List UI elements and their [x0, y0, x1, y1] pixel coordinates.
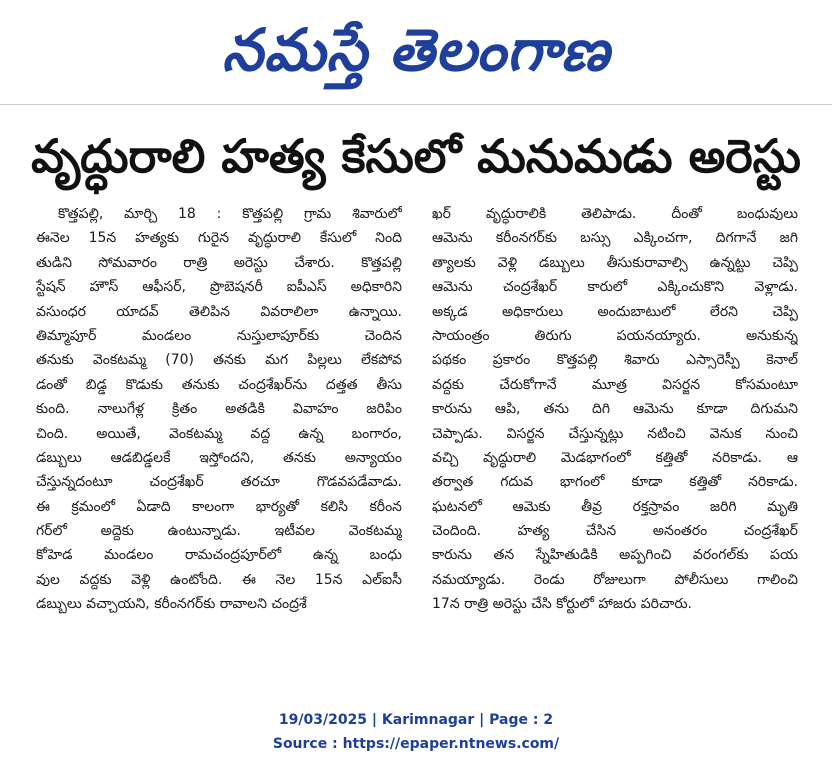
article-text-line: తనుకు వెంకటమ్మ (70) తనకు మగ పిల్లలు లేకపోవ [36, 352, 402, 369]
article-headline [0, 112, 832, 200]
article-text-line: ఆమెను చంద్రశేఖర్ కారులో ఎక్కించుకొని వెళ్లాడు. [432, 279, 798, 296]
article-text-line: తర్వాత గదువ భాగంలో కూడా కత్తితో నరికాడు. [432, 474, 798, 491]
masthead-divider [0, 104, 832, 105]
article-text-line: తిమ్మాపూర్ మండలం నుస్తులాపూర్‌కు చెందిన [36, 327, 402, 344]
article-text-line: కోహెడ మండలం రామచంద్రపూర్‌లో ఉన్న బంధు [36, 547, 402, 564]
article-text-line: ఈ క్రమంలో ఏడాది కాలంగా భార్యతో కలిసి కరీంన [36, 498, 402, 515]
article-text-line: తుడిని సోమవారం రాత్రి అరెస్టు చేశారు. కొత్తపల్లి [36, 254, 402, 271]
article-text-line: ఈనెల 15న హత్యకు గురైన వృద్ధురాలి కేసులో నింది [36, 230, 402, 247]
article-column-left [36, 202, 402, 617]
article-text-line: వసుంధర యాదవ్ తెలిపిన వివరాలిలా ఉన్నాయి. [36, 303, 402, 320]
article-text-line: స్టేషన్ హౌస్ ఆఫీసర్, ప్రొబెషనరీ ఐపీఎస్ అధికారిని [36, 279, 402, 296]
footer-source[interactable]: Source : https://epaper.ntnews.com/ [272, 736, 560, 752]
article-text-line: వద్దకు చేరుకోగానే మూత్ర విసర్జన కోసమంటూ [432, 376, 798, 393]
article-text-line: చెందింది. హత్య చేసిన అనంతరం చంద్రశేఖర్ [432, 523, 798, 540]
article-text-line: చింది. అయితే, వెంకటమ్మ వద్ద ఉన్న బంగారం, [36, 425, 402, 442]
article-text-line: ఘటనలో ఆమెకు తీవ్ర రక్తస్రావం జరిగి మృతి [432, 498, 798, 515]
article-text-line: కొత్తపల్లి, మార్చి 18 : కొత్తపల్లి గ్రామ శివారులో [58, 206, 402, 222]
headline-text: వృద్ధురాలి హత్య కేసులో మనుమడు అరెస్టు [31, 129, 801, 183]
article-text-line: అక్కడ అధికారులు అందుబాటులో లేరని చెప్పి [432, 303, 798, 320]
article-text-line: పథకం ప్రకారం కొత్తపల్లి శివారు ఎస్సారెస్పీ కెనాల్ [432, 352, 798, 369]
article-text-line: 17న రాత్రి అరెస్టు చేసి కోర్టులో హాజరు పరిచారు. [432, 596, 693, 613]
article-text-line: కారును తన స్నేహితుడికి అప్పగించి వరంగల్‌కు పయ [432, 547, 798, 564]
newspaper-logo: నమస్తే తెలంగాణ [222, 16, 610, 84]
article-text-line: త్యాలకు వెళ్లి డబ్బులు తీసుకురావాల్సి ఉన్నట్టు చెప్పి [432, 254, 798, 271]
article-text-line: ఆమెను కరీంనగర్‌కు బస్సు ఎక్కించగా, దిగగానే జగి [432, 230, 798, 247]
article-text-line: వచ్చి వృద్ధురాలి మెడభాగంలో కత్తితో నరికాడు. ఆ [432, 449, 798, 466]
article-text-line: వుల వద్దకు వెళ్లి ఉంటోంది. ఈ నెల 15న ఎల్ఐసీ [36, 571, 402, 588]
article-text-line: కారును ఆపి, తను దిగి ఆమెను కూడా దిగుమని [432, 401, 798, 418]
footer-edition-info: 19/03/2025 | Karimnagar | Page : 2 [278, 712, 554, 728]
article-text-line: సాయంత్రం తిరుగు పయనయ్యారు. అనుకున్న [432, 327, 798, 344]
article-text-line: ఖర్ వృద్ధురాలికి తెలిపాడు. దీంతో బంధువులు [432, 206, 798, 222]
article-column-right [432, 202, 798, 617]
article-text-line: చేస్తున్నదంటూ చంద్రశేఖర్ తరచూ గొడవపడేవాడు. [36, 474, 402, 491]
article-text-line: కుంది. నాలుగేళ్ల క్రితం అతడికి వివాహం జరిపిం [36, 401, 402, 418]
article-text-line: డబ్బులు వచ్చాయని, కరీంనగర్‌కు రావాలని చంద్రశే [36, 596, 307, 613]
masthead [0, 0, 832, 100]
article-text-line: నమయ్యాడు. రెండు రోజులుగా పోలీసులు గాలించి [432, 571, 798, 588]
article-text-line: గర్‌లో అద్దెకు ఉంటున్నాడు. ఇటీవల వెంకటమ్మ [36, 523, 402, 540]
article-text-line: డంతో బిడ్డ కొడుకు తనుకు చంద్రశేఖర్‌ను దత్తత తీసు [36, 376, 402, 393]
article-text-line: డబ్బులు ఆడబిడ్డలకే ఇస్తోందని, తనకు అన్యాయం [36, 449, 402, 466]
article-text-line: చెప్పాడు. విసర్జన చేస్తున్నట్లు నటించి వెనుక నుంచి [432, 425, 798, 442]
